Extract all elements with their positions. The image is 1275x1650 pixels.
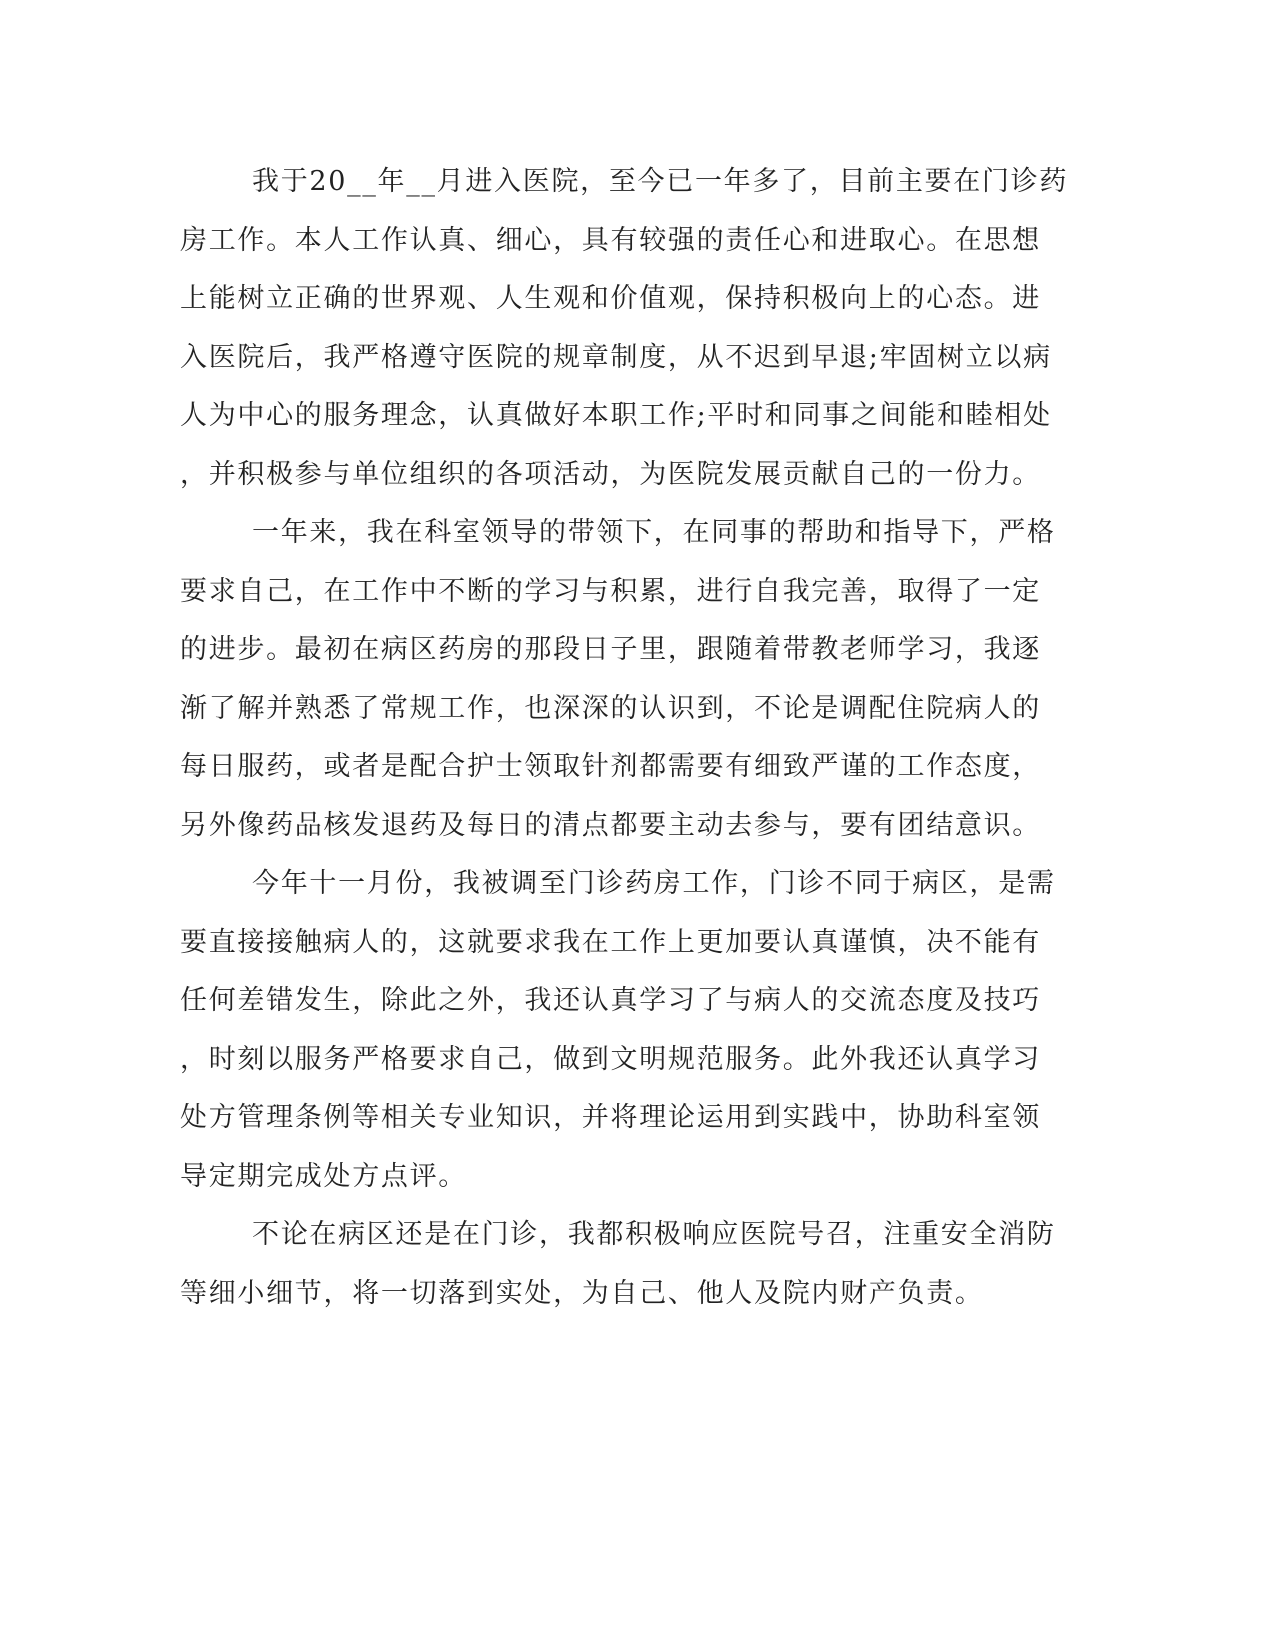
paragraph-line: 房工作。本人工作认真、细心，具有较强的责任心和进取心。在思想 [180, 224, 1041, 256]
paragraph-line: 不论在病区还是在门诊，我都积极响应医院号召，注重安全消防 [252, 1219, 1056, 1250]
paragraph-line: 入医院后，我严格遵守医院的规章制度，从不迟到早退;牢固树立以病 [180, 341, 1052, 373]
paragraph-line: 我于20__年__月进入医院，至今已一年多了，目前主要在门诊药 [252, 166, 1069, 197]
paragraph-line: ，时刻以服务严格要求自己，做到文明规范服务。此外我还认真学习 [180, 1043, 1041, 1075]
paragraph-line: 等细小细节，将一切落到实处，为自己、他人及院内财产负责。 [180, 1277, 984, 1309]
paragraph-line: 人为中心的服务理念，认真做好本职工作;平时和同事之间能和睦相处 [180, 400, 1052, 431]
paragraph-line: 导定期完成处方点评。 [180, 1160, 467, 1192]
paragraph-line: 上能树立正确的世界观、人生观和价值观，保持积极向上的心态。进 [180, 283, 1041, 314]
paragraph-line: 渐了解并熟悉了常规工作，也深深的认识到，不论是调配住院病人的 [180, 692, 1041, 724]
paragraph-line: 今年十一月份，我被调至门诊药房工作，门诊不同于病区，是需 [252, 868, 1056, 899]
paragraph-line: ，并积极参与单位组织的各项活动，为医院发展贡献自己的一份力。 [180, 458, 1041, 490]
paragraph-line: 任何差错发生，除此之外，我还认真学习了与病人的交流态度及技巧 [180, 985, 1041, 1016]
paragraph-line: 的进步。最初在病区药房的那段日子里，跟随着带教老师学习，我逐 [180, 634, 1041, 665]
paragraph-3 [180, 855, 1056, 1206]
paragraph-2 [180, 504, 1056, 855]
paragraph-line: 要直接接触病人的，这就要求我在工作上更加要认真谨慎，决不能有 [180, 926, 1041, 958]
document-body [180, 153, 1069, 1323]
paragraph-line: 一年来，我在科室领导的带领下，在同事的帮助和指导下，严格 [252, 517, 1056, 548]
paragraph-line: 要求自己，在工作中不断的学习与积累，进行自我完善，取得了一定 [180, 575, 1041, 607]
paragraph-line: 每日服药，或者是配合护士领取针剂都需要有细致严谨的工作态度， [180, 751, 1041, 782]
paragraph-1 [180, 153, 1069, 504]
paragraph-line: 处方管理条例等相关专业知识，并将理论运用到实践中，协助科室领 [180, 1102, 1041, 1133]
paragraph-line: 另外像药品核发退药及每日的清点都要主动去参与，要有团结意识。 [180, 809, 1041, 841]
paragraph-4 [180, 1206, 1056, 1323]
